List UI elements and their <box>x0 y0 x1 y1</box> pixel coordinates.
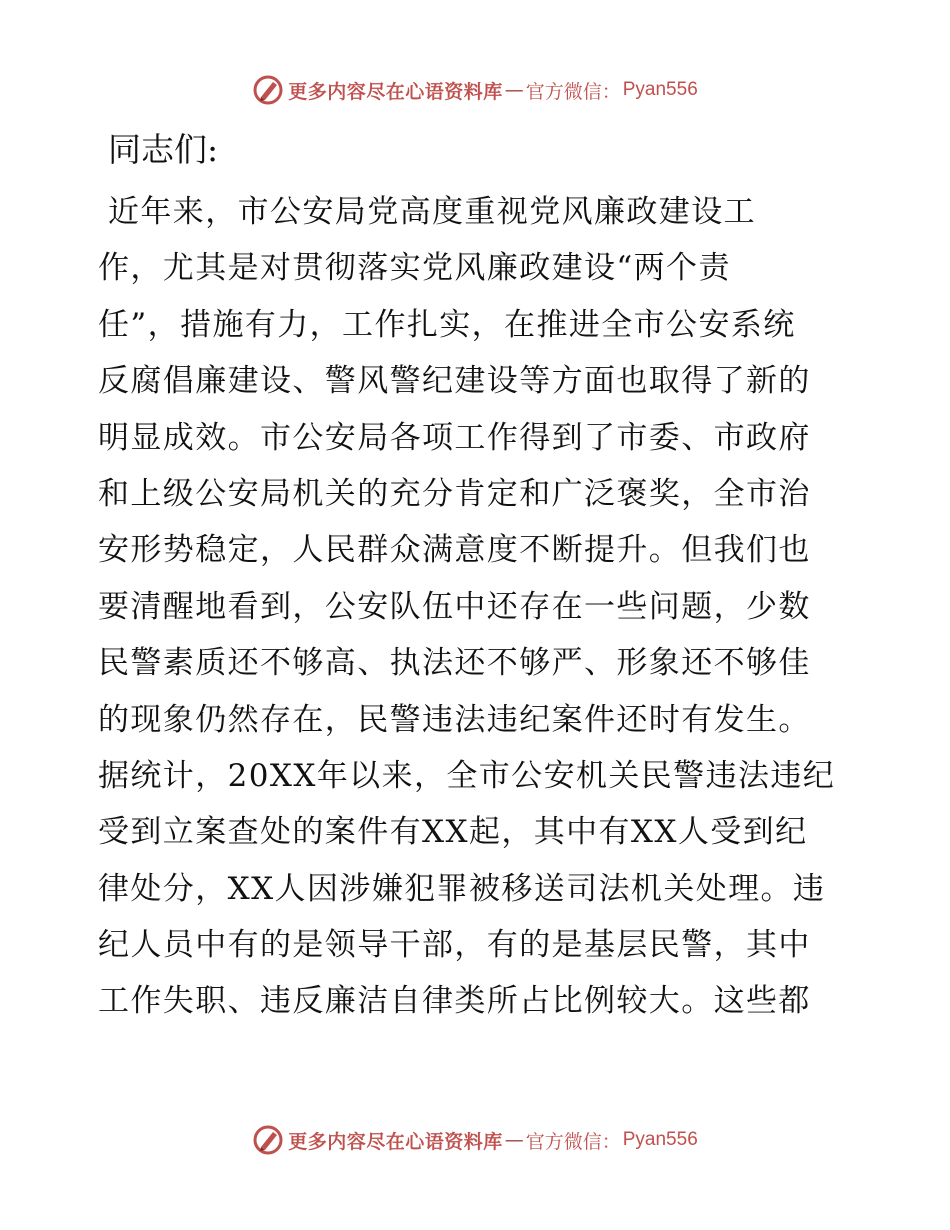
paragraph-line: 近年来，市公安局党高度重视党风廉政建设工 <box>108 194 756 230</box>
watermark-text: 更多内容尽在心语资料库 <box>288 1130 503 1153</box>
watermark-contact-id: Pyan556 <box>622 79 698 100</box>
pen-logo-icon <box>252 74 284 106</box>
watermark-contact-id: Pyan556 <box>622 1129 698 1150</box>
paragraph-line: 反腐倡廉建设、警风警纪建设等方面也取得了新的 <box>98 363 811 400</box>
pen-logo-icon <box>252 1124 284 1156</box>
paragraph-line: 的现象仍然存在，民警违法违纪案件还时有发生。 <box>98 701 811 738</box>
watermark-header <box>0 70 950 110</box>
paragraph-line: 民警素质还不够高、执法还不够严、形象还不够佳 <box>98 645 811 682</box>
paragraph-line: 安形势稳定，人民群众满意度不断提升。但我们也 <box>98 532 811 569</box>
watermark-footer <box>0 1120 950 1160</box>
watermark-separator: — <box>504 79 524 101</box>
watermark-separator: — <box>504 1129 524 1151</box>
watermark-text: 更多内容尽在心语资料库 <box>288 80 503 103</box>
paragraph-line: 要清醒地看到，公安队伍中还存在一些问题，少数 <box>98 588 811 625</box>
paragraph-line: 和上级公安局机关的充分肯定和广泛褒奖，全市治 <box>98 475 811 512</box>
paragraph-line: 律处分，XX人因涉嫌犯罪被移送司法机关处理。违 <box>98 870 826 907</box>
paragraph-line: 工作失职、违反廉洁自律类所占比例较大。这些都 <box>98 983 811 1020</box>
paragraph-line: 据统计，20XX年以来，全市公安机关民警违法违纪 <box>98 757 836 794</box>
paragraph-line: 纪人员中有的是领导干部，有的是基层民警，其中 <box>98 927 811 964</box>
document-body <box>98 122 858 1030</box>
watermark-contact-label: 官方微信： <box>525 1130 621 1153</box>
watermark-contact-label: 官方微信： <box>525 80 621 103</box>
paragraph-line: 受到立案查处的案件有XX起，其中有XX人受到纪 <box>98 814 808 851</box>
paragraph-line: 作，尤其是对贯彻落实党风廉政建设“两个责 <box>98 250 731 287</box>
paragraph-line: 明显成效。市公安局各项工作得到了市委、市政府 <box>98 419 811 456</box>
salutation: 同志们: <box>108 130 219 169</box>
paragraph-line: 任”，措施有力，工作扎实，在推进全市公安系统 <box>98 306 796 343</box>
